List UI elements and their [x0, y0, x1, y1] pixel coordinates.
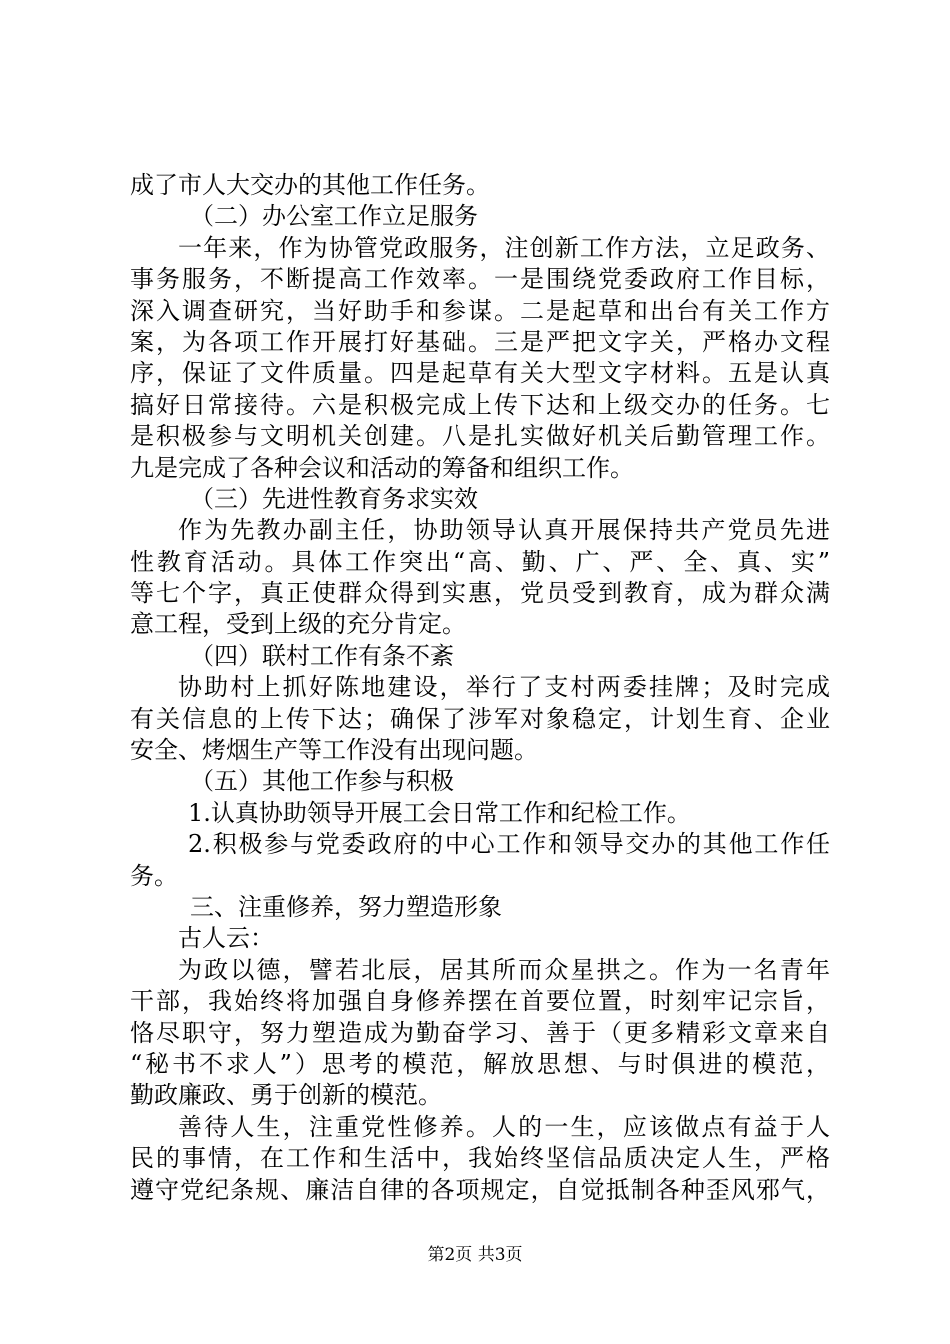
document-body — [130, 170, 830, 1206]
text-line: 安全、烤烟生产等工作没有出现问题。 — [130, 736, 538, 765]
text-line: 为政以德，譬若北辰，居其所而众星拱之。作为一名青年 — [178, 955, 830, 984]
section-heading: （五）其他工作参与积极 — [190, 767, 454, 796]
text-line: 事务服务，不断提高工作效率。一是围绕党委政府工作目标， — [130, 265, 830, 294]
text-line: 一年来，作为协管党政服务，注创新工作方法，立足政务、 — [178, 233, 830, 262]
text-line: “秘书不求人”）思考的模范，解放思想、与时俱进的模范， — [130, 1049, 830, 1078]
text-line: 恪尽职守，努力塑造成为勤奋学习、善于（更多精彩文章来自 — [130, 1018, 830, 1047]
text-line: 协助村上抓好陈地建设，举行了支村两委挂牌；及时完成 — [178, 673, 830, 702]
text-line: 民的事情，在工作和生活中，我始终坚信品质决定人生，严格 — [130, 1144, 830, 1173]
text-line: 成了市人大交办的其他工作任务。 — [130, 171, 490, 199]
text-line: 有关信息的上传下达；确保了涉军对象稳定，计划生育、企业 — [130, 704, 830, 733]
text-line: 作为先教办副主任，协助领导认真开展保持共产党员先进 — [178, 516, 830, 545]
text-line: 勤政廉政、勇于创新的模范。 — [130, 1081, 442, 1110]
section-heading: （二）办公室工作立足服务 — [190, 202, 478, 231]
text-line: 性教育活动。具体工作突出“高、勤、广、严、全、真、实” — [130, 547, 830, 576]
text-line: 干部，我始终将加强自身修养摆在首要位置，时刻牢记宗旨， — [130, 987, 830, 1016]
page-footer — [0, 1243, 950, 1267]
text-line: 九是完成了各种会议和活动的筹备和组织工作。 — [130, 453, 634, 482]
text-line: 古人云： — [178, 924, 274, 953]
text-line: 搞好日常接待。六是积极完成上传下达和上级交办的任务。七 — [130, 390, 830, 419]
text-line: 是积极参与文明机关创建。八是扎实做好机关后勤管理工作。 — [130, 422, 830, 451]
text-line: 务。 — [130, 861, 178, 890]
section-heading: （四）联村工作有条不紊 — [190, 641, 454, 670]
text-line: 意工程，受到上级的充分肯定。 — [130, 610, 466, 639]
section-heading: 三、注重修养，努力塑造形象 — [190, 892, 502, 921]
text-line: 深入调查研究，当好助手和参谋。二是起草和出台有关工作方 — [130, 296, 830, 325]
page-number: 第2页 共3页 — [427, 1245, 523, 1265]
text-line: 等七个字，真正使群众得到实惠，党员受到教育，成为群众满 — [130, 579, 830, 608]
text-line: 案，为各项工作开展打好基础。三是严把文字关，严格办文程 — [130, 327, 830, 356]
text-line: 遵守党纪条规、廉洁自律的各项规定，自觉抵制各种歪风邪气， — [130, 1175, 830, 1204]
list-item: 1.认真协助领导开展工会日常工作和纪检工作。 — [188, 798, 691, 827]
list-item: 2.积极参与党委政府的中心工作和领导交办的其他工作任 — [188, 830, 830, 859]
section-heading: （三）先进性教育务求实效 — [190, 484, 478, 513]
text-line: 善待人生，注重党性修养。人的一生，应该做点有益于人 — [178, 1112, 830, 1141]
text-line: 序，保证了文件质量。四是起草有关大型文字材料。五是认真 — [130, 359, 830, 388]
